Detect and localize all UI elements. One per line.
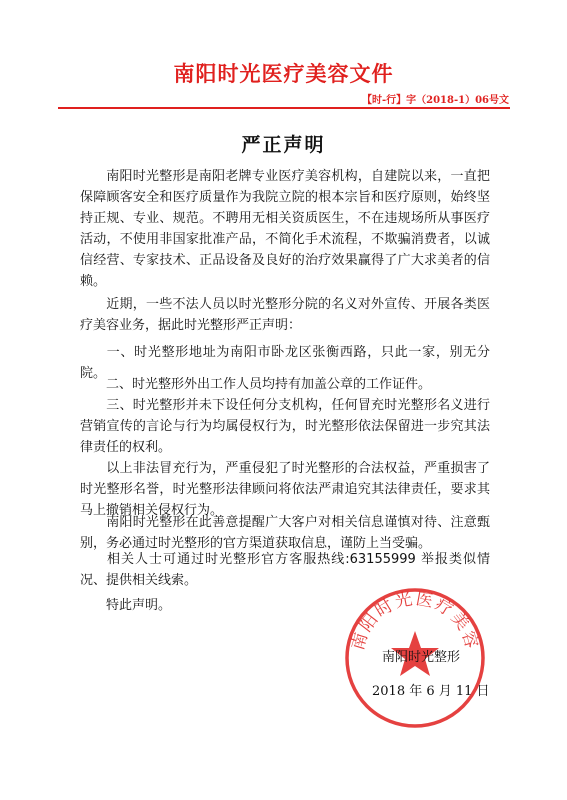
paragraph-item-3 — [80, 395, 490, 458]
header-divider — [58, 107, 510, 109]
document-title: 严正声明 — [241, 134, 326, 156]
paragraph-recent — [80, 294, 490, 336]
svg-text:南阳时光医疗美容: 南阳时光医疗美容 — [348, 589, 482, 653]
paragraph-text: 以上非法冒充行为，严重侵犯了时光整形的合法权益，严重损害了时光整形名誉，时光整形法律顾问将依法严肃追究其法律责任，要求其马上撤销相关侵权行为。 — [80, 461, 490, 518]
paragraph-text: 一、时光整形地址为南阳市卧龙区张衡西路，只此一家，别无分院。 — [80, 345, 490, 381]
paragraph-text: 南阳时光整形在此善意提醒广大客户对相关信息谨慎对待、注意甄别，务必通过时光整形的官方渠道获取信息，谨防上当受骗。 — [80, 515, 490, 551]
paragraph-text: 相关人士可通过时光整形官方客服热线:63155999 举报类似情况、提供相关线索。 — [80, 552, 490, 588]
paragraph-reminder — [80, 512, 490, 554]
paragraph-intro — [80, 166, 490, 292]
paragraph-text: 三、时光整形并未下设任何分支机构，任何冒充时光整形名义进行营销宣传的言论与行为均属侵权行为，时光整形依法保留进一步究其法律责任的权利。 — [80, 398, 490, 455]
paragraph-text: 近期，一些不法人员以时光整形分院的名义对外宣传、开展各类医疗美容业务，据此时光整形严正声明： — [80, 297, 490, 333]
paragraph-text: 南阳时光整形是南阳老牌专业医疗美容机构，自建院以来，一直把保障顾客安全和医疗质量作为我院立院的根本宗旨和医疗原则，始终坚持正规、专业、规范。不聘用无相关资质医生，不在违规场所从事医疗活动，不使用非国家批准产品，不简化手术流程，不欺骗消费者，以诚信经营、专家技术、正品设备及良好的治疗效果赢得了广大求美者的信赖。 — [80, 169, 490, 289]
paragraph-item-2 — [80, 374, 490, 395]
paragraph-text: 二、时光整形外出工作人员均持有加盖公章的工作证件。 — [106, 377, 432, 392]
signer-name: 南阳时光整形 — [382, 650, 461, 665]
doc-number: 【时-行】字（2018-1）06号文 — [361, 95, 509, 106]
org-title: 南阳时光医疗美容文件 — [173, 62, 394, 86]
signature-date: 2018 年 6 月 11 日 — [372, 684, 490, 699]
paragraph-text: 特此声明。 — [106, 598, 172, 613]
